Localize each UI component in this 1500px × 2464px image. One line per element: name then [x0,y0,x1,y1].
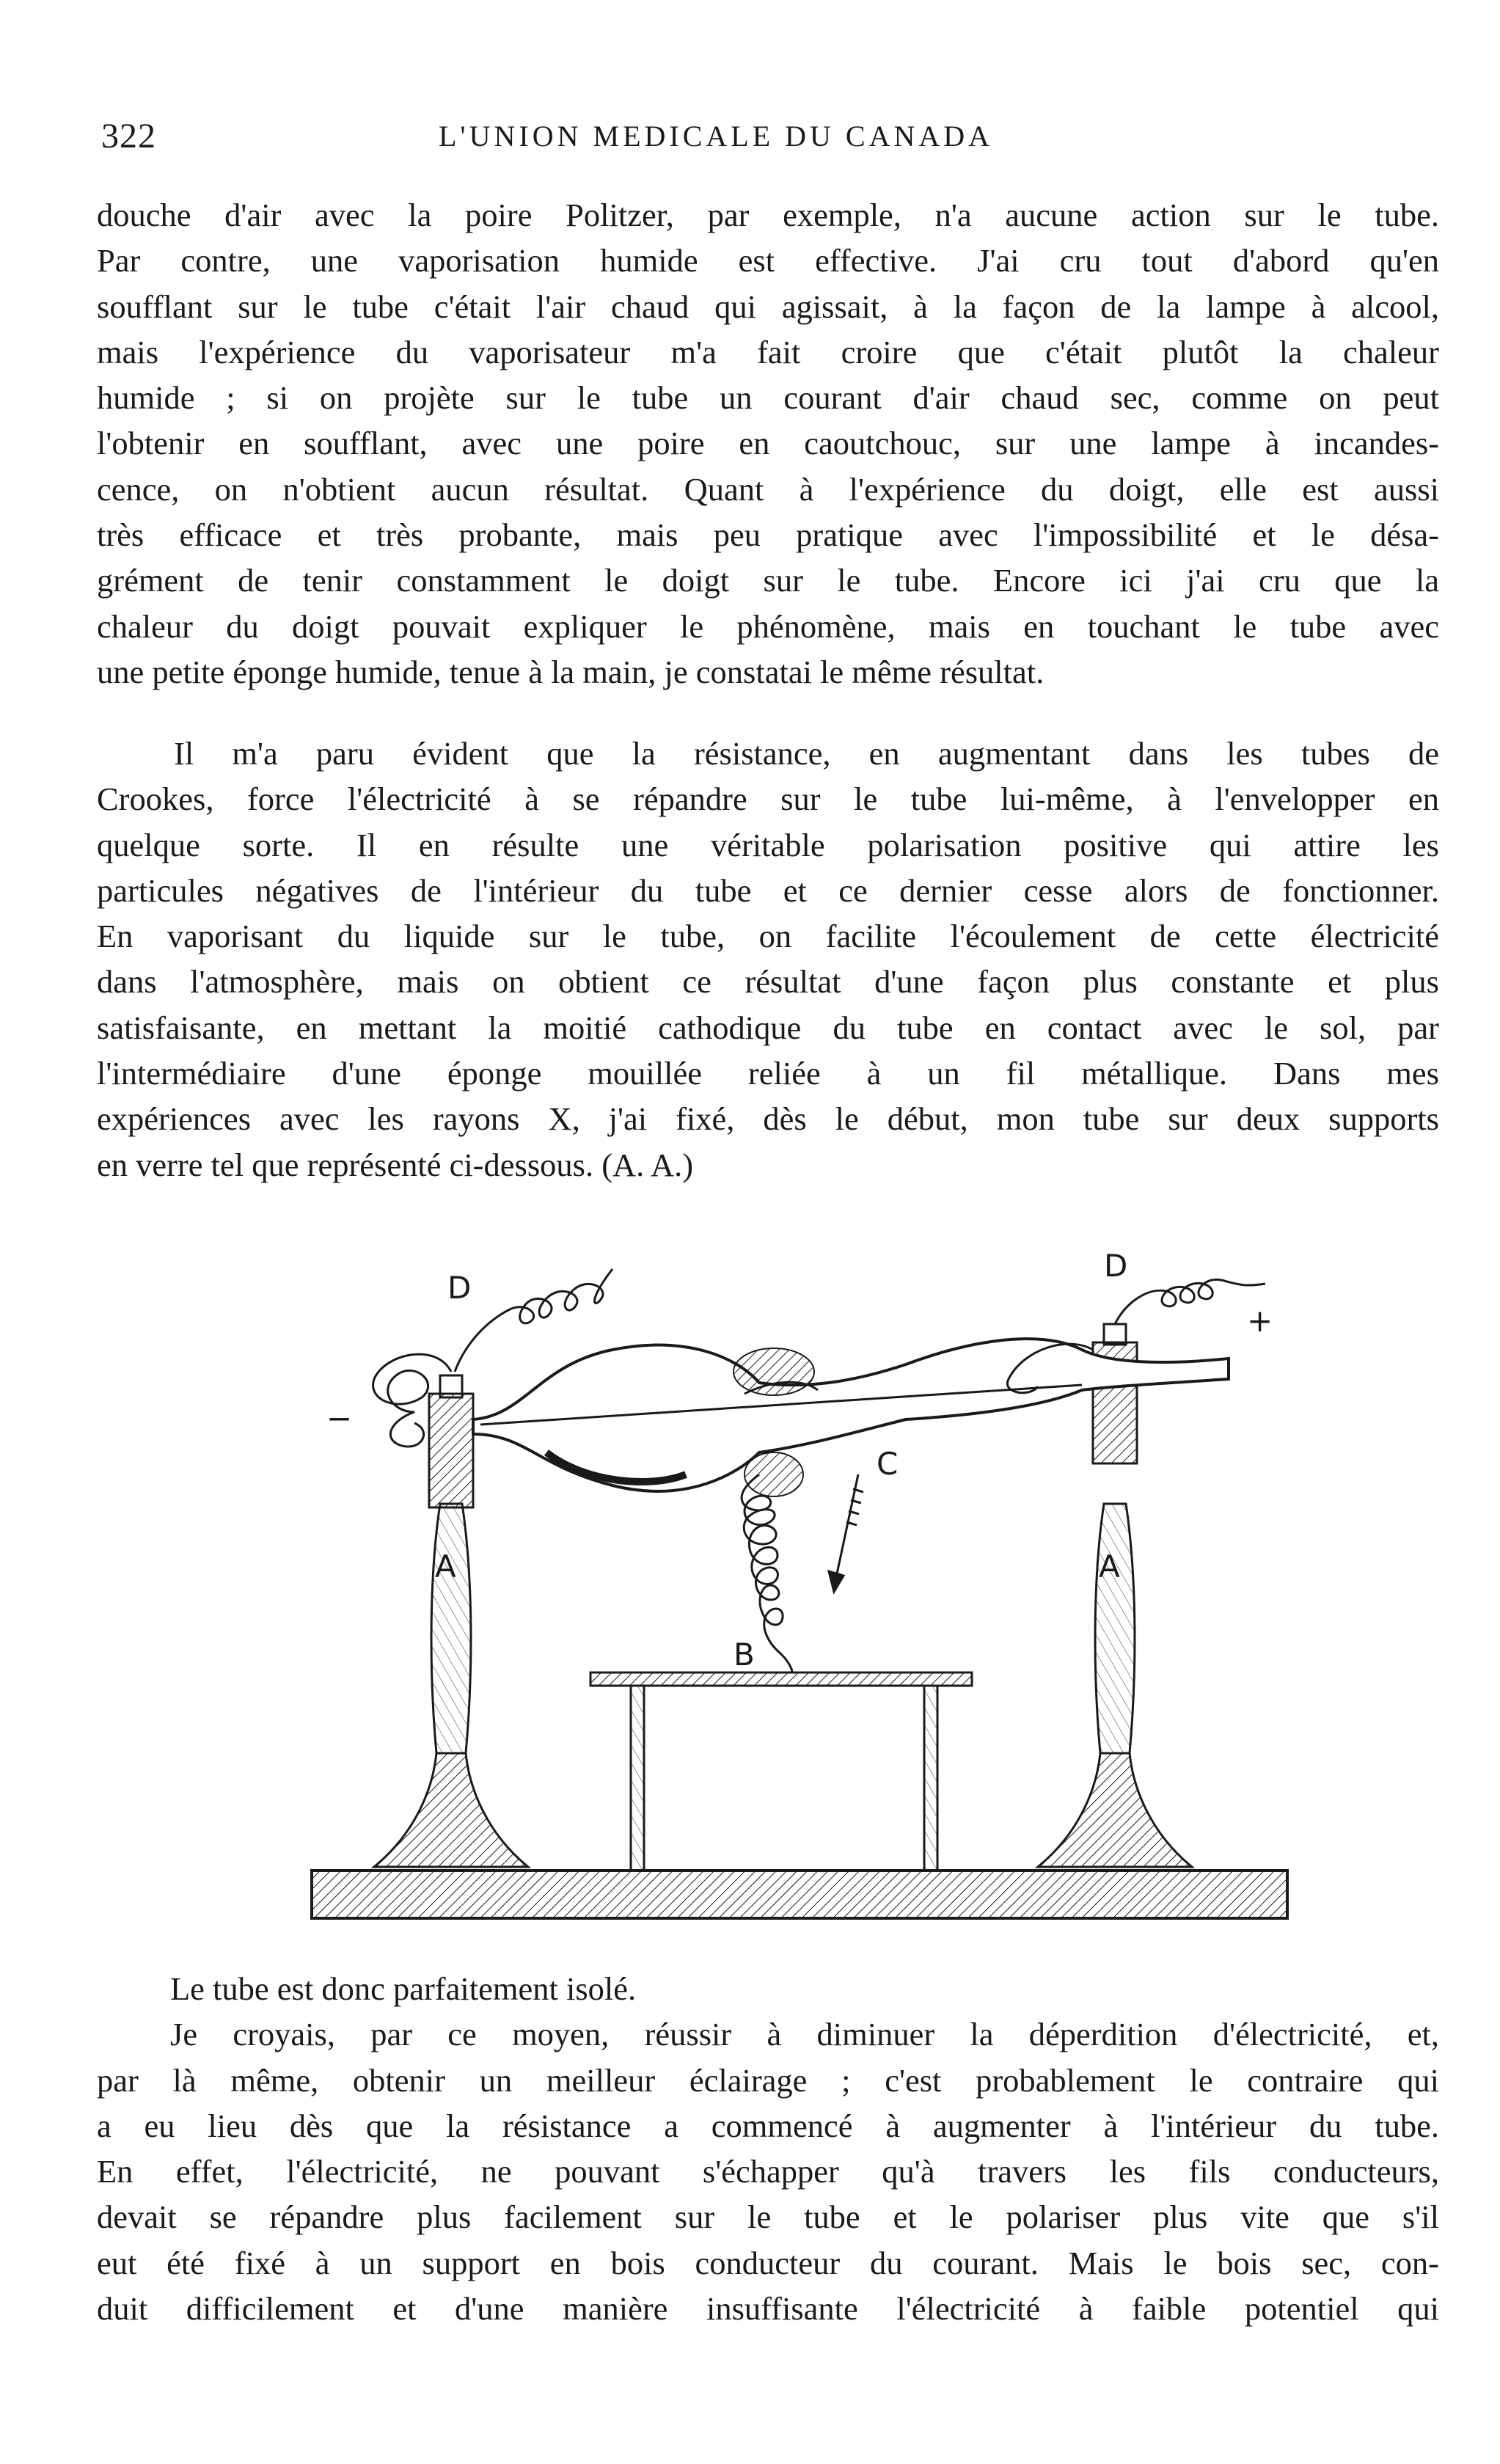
text-line: Par contre, une vaporisation humide est effective. J'ai cru tout d'abord qu'en [97,242,1439,279]
label-minus: − [326,1400,353,1436]
text-line: devait se répandre plus facilement sur le tube et le polariser plus vite que s'il [97,2198,1439,2236]
label-b: B [733,1637,755,1672]
label-d-right: D [1104,1248,1128,1284]
label-a-right: A [1099,1549,1120,1584]
text-line: l'obtenir en soufflant, avec une poire en caoutchouc, sur une lampe à incandes- [97,425,1439,462]
paragraph-continuation [97,192,1439,695]
page-header [101,116,1436,160]
text-line: soufflant sur le tube c'était l'air chaud qui agissait, à la façon de la lampe à alcool, [97,288,1439,325]
text-line: douche d'air avec la poire Politzer, par exemple, n'a aucune action sur le tube. [97,197,1439,233]
text-line: a eu lieu dès que la résistance a commencé à augmenter à l'intérieur du tube. [97,2107,1439,2144]
text-line: Je croyais, par ce moyen, réussir à diminuer la déperdition d'électricité, et, [170,2016,1439,2053]
label-c: C [877,1446,899,1482]
text-line: particules négatives de l'intérieur du tube et ce dernier cesse alors de fonctionner. [97,871,1439,909]
label-plus: + [1247,1303,1273,1339]
text-line: expériences avec les rayons X, j'ai fixé, dès le début, mon tube sur deux supports [97,1100,1439,1138]
text-line: dans l'atmosphère, mais on obtient ce résultat d'une façon plus constante et plus [97,963,1439,1001]
text-line: chaleur du doigt pouvait expliquer le phénomène, mais en touchant le tube avec [97,607,1439,645]
text-line: Il m'a paru évident que la résistance, en augmentant dans les tubes de [174,735,1439,772]
text-line: Crookes, force l'électricité à se répandre sur le tube lui-même, à l'envelopper en [97,780,1439,818]
text-line: une petite éponge humide, tenue à la main, je constatai le même résultat. [97,653,1044,690]
figure-illustration [304,1232,1317,1959]
running-title: L'UNION MEDICALE DU CANADA [439,120,994,153]
text-line: par là même, obtenir un meilleur éclairage ; c'est probablement le contraire qui [97,2061,1439,2099]
page-number: 322 [101,117,156,156]
text-line: cence, on n'obtient aucun résultat. Quant à l'expérience du doigt, elle est aussi [97,470,1439,508]
right-glass-support [1038,1324,1192,1867]
base-board [312,1871,1287,1918]
text-line: En effet, l'électricité, ne pouvant s'échapper qu'à travers les fils conducteurs, [97,2153,1439,2190]
left-glass-support [374,1375,528,1867]
text-line: eut été fixé à un support en bois conducteur du courant. Mais le bois sec, con- [97,2244,1439,2281]
text-line: Le tube est donc parfaitement isolé. [170,1970,637,2007]
text-line: satisfaisante, en mettant la moitié cathodique du tube en contact avec le sol, par [97,1009,1439,1046]
small-table [590,1672,972,1871]
text-line: très efficace et très probante, mais peu pratique avec l'impossibilité et le désa- [97,516,1439,554]
text-line: humide ; si on projète sur le tube un courant d'air chaud sec, comme on peut [97,379,1439,417]
text-line: grément de tenir constamment le doigt sur le tube. Encore ici j'ai cru que la [97,562,1439,599]
text-line: en verre tel que représenté ci-dessous. (A. A.) [97,1146,694,1183]
text-line: En vaporisant du liquide sur le tube, on facilite l'écoulement de cette électricité [97,918,1439,955]
current-arrow [829,1474,863,1592]
text-line: quelque sorte. Il en résulte une véritable polarisation positive qui attire les [97,826,1439,863]
paragraph-conclusion [97,1966,1439,2331]
text-line: mais l'expérience du vaporisateur m'a fait croire que c'était plutôt la chaleur [97,333,1439,370]
text-line: l'intermédiaire d'une éponge mouillée reliée à un fil métallique. Dans mes [97,1055,1439,1092]
label-d-left: D [447,1270,472,1306]
label-a-left: A [435,1549,456,1584]
crookes-tube-figure [304,1232,1317,1959]
paragraph-polarisation [97,731,1439,1188]
text-line: duit difficilement et d'une manière insuffisante l'électricité à faible potentiel qui [97,2290,1439,2328]
